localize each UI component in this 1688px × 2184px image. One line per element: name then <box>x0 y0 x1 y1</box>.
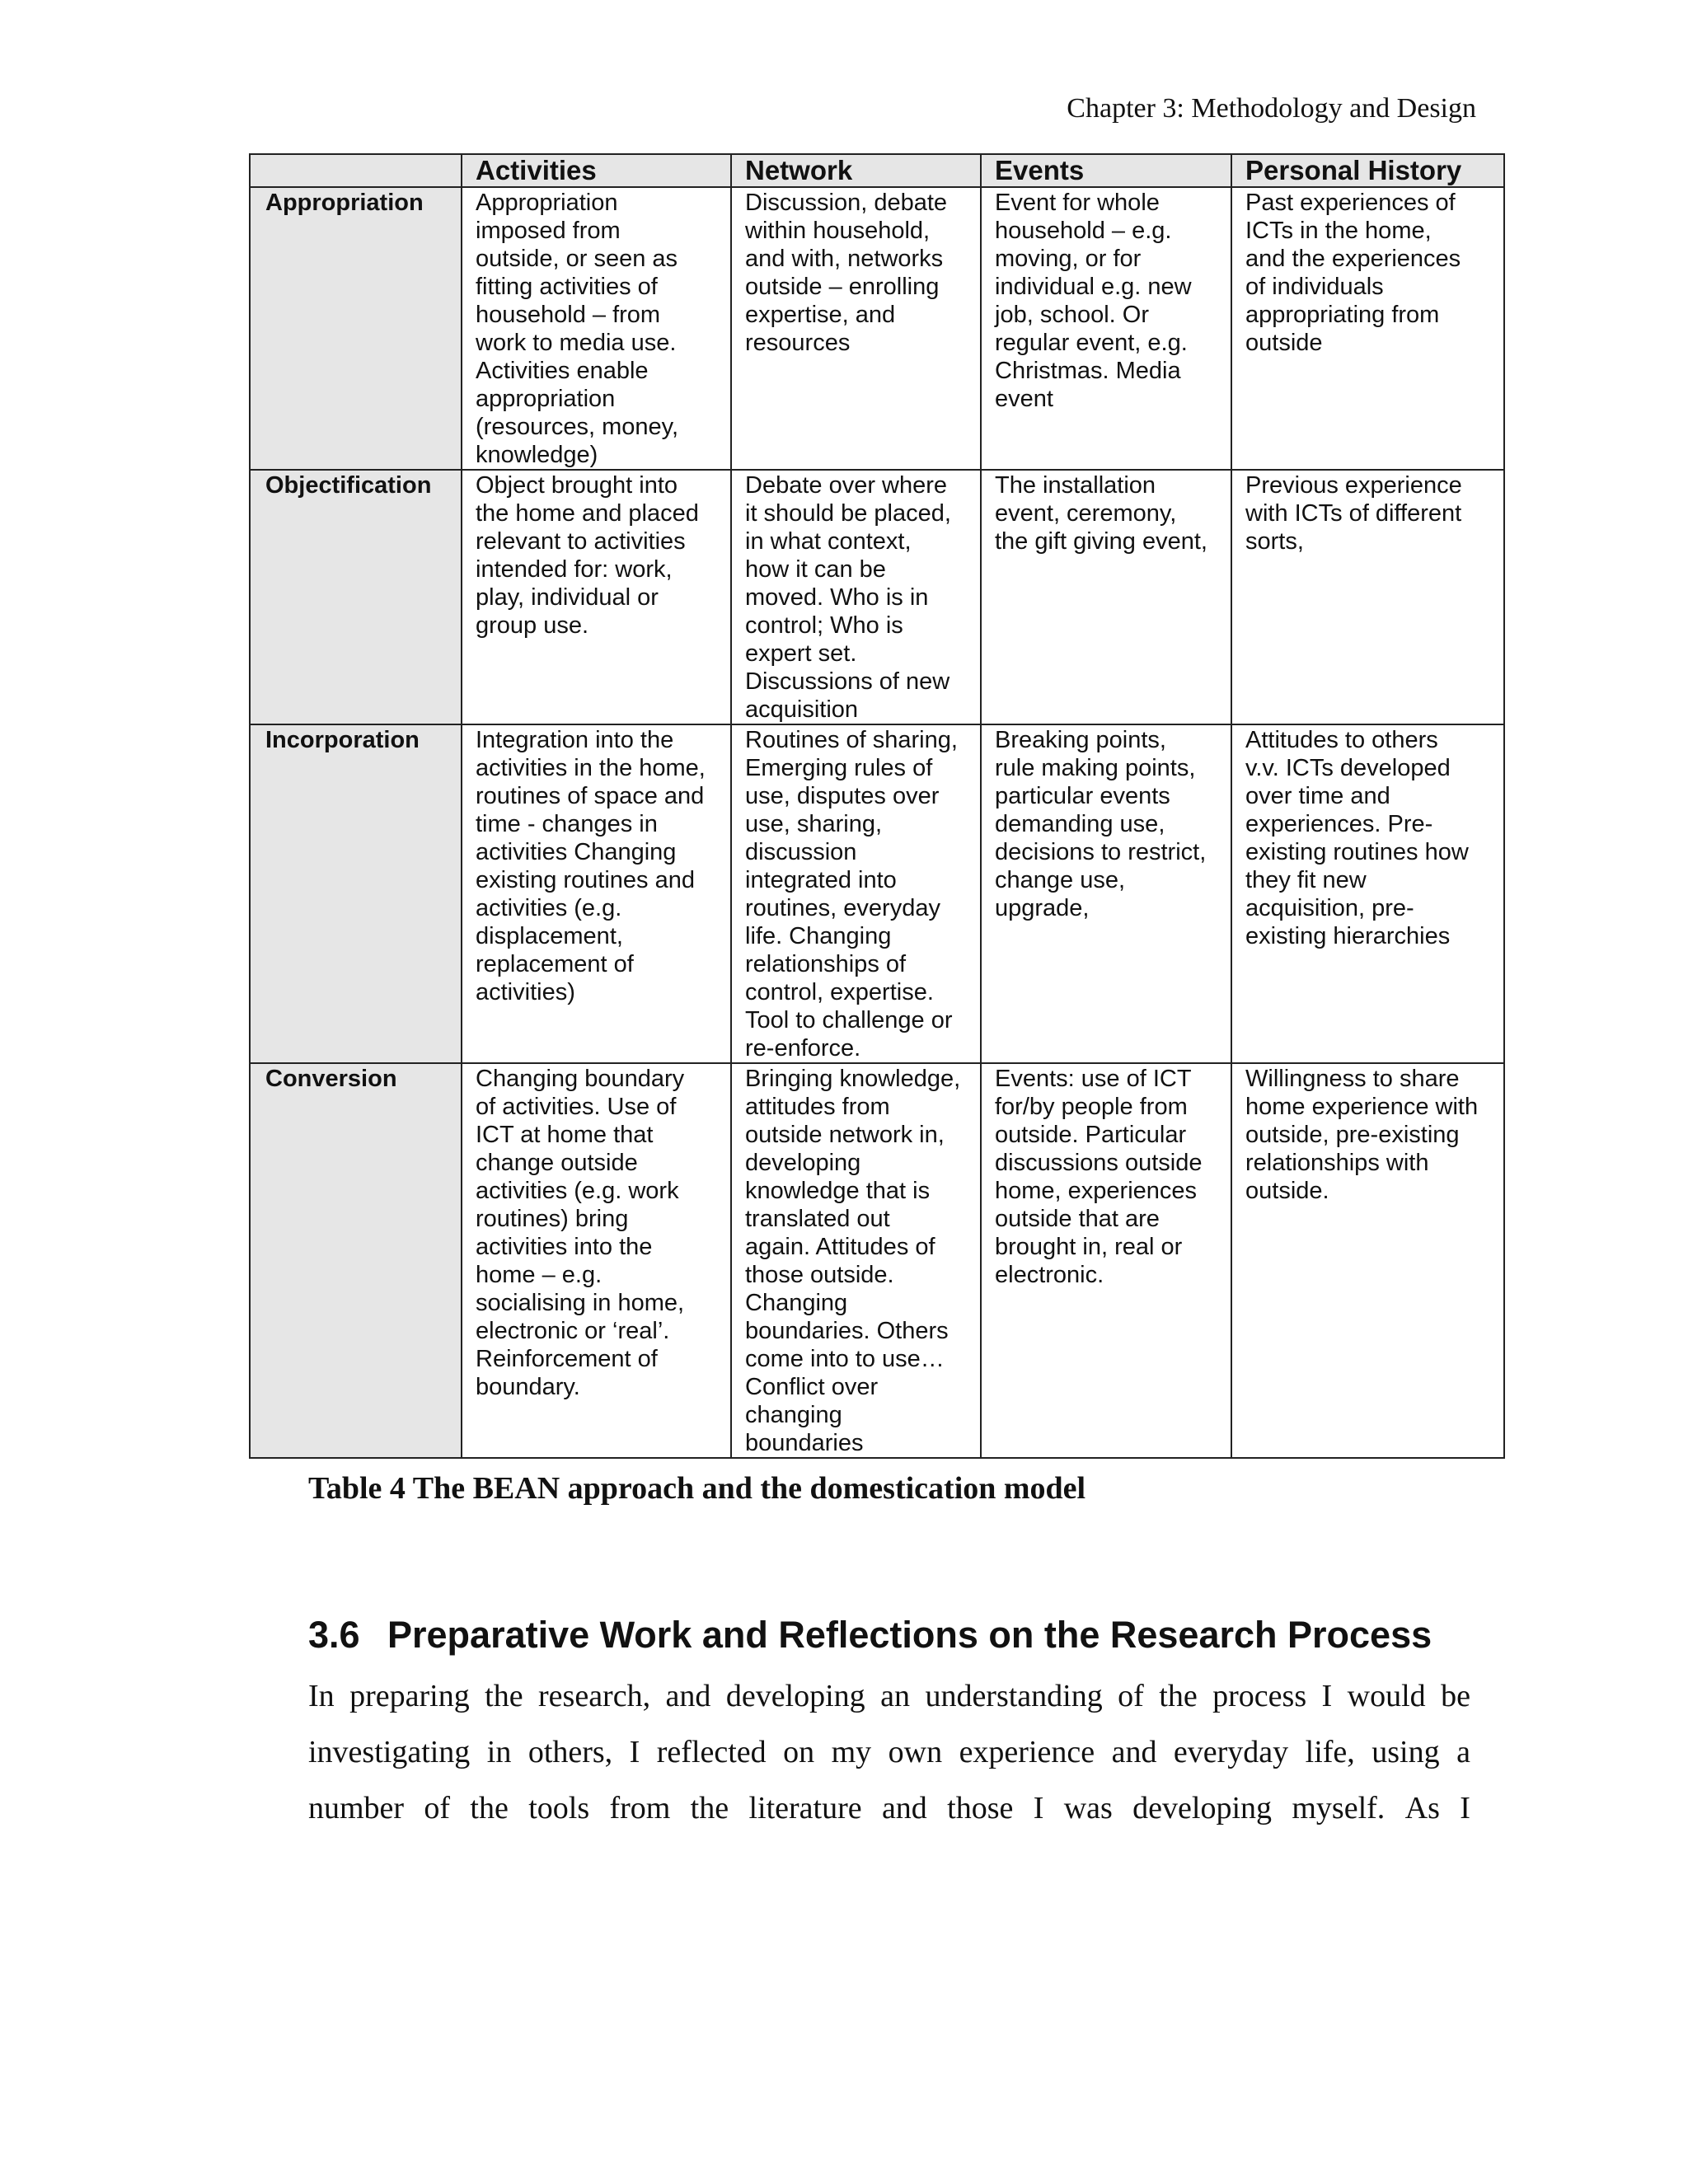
section-number: 3.6 <box>308 1614 360 1656</box>
word: I <box>1460 1791 1470 1825</box>
table-cell: Integration into the activities in the home, routines of space and time - changes in activities Changing existing routines and activities (e.g. displacement, replacement of activities) <box>462 724 731 1063</box>
word: from <box>609 1791 671 1825</box>
word: in <box>486 1735 512 1769</box>
word: research, <box>538 1679 651 1713</box>
table-row <box>250 1063 1504 1458</box>
word: would <box>1347 1679 1426 1713</box>
table-cell: Breaking points, rule making points, particular events demanding use, decisions to restrict, change use, upgrade, <box>981 724 1231 1063</box>
table-cell: Previous experience with ICTs of different sorts, <box>1231 470 1504 724</box>
word: own <box>888 1735 943 1769</box>
word: understanding <box>925 1679 1103 1713</box>
word: using <box>1372 1735 1440 1769</box>
word: life, <box>1305 1735 1355 1769</box>
word: developing <box>1132 1791 1273 1825</box>
table-row <box>250 470 1504 724</box>
word: a <box>1456 1735 1470 1769</box>
word: myself. <box>1292 1791 1386 1825</box>
table-caption: Table 4 The BEAN approach and the domestication model <box>308 1471 1086 1506</box>
word: literature <box>748 1791 862 1825</box>
row-header-incorporation: Incorporation <box>250 724 462 1063</box>
table-cell: Past experiences of ICTs in the home, and the experiences of individuals appropriating from outside <box>1231 187 1504 470</box>
table-cell: Discussion, debate within household, and with, networks outside – enrolling expertise, and resources <box>731 187 981 470</box>
paragraph-line <box>308 1790 1470 1846</box>
word: preparing <box>349 1679 470 1713</box>
word: others, <box>528 1735 613 1769</box>
body-paragraph <box>308 1678 1470 1846</box>
table-cell: Appropriation imposed from outside, or seen as fitting activities of household – from work to media use. Activities enable appropriation (resources, money, knowledge) <box>462 187 731 470</box>
word: and <box>881 1791 927 1825</box>
word: experience <box>959 1735 1095 1769</box>
table-cell: Event for whole household – e.g. moving, or for individual e.g. new job, school. Or regular event, e.g. Christmas. Media event <box>981 187 1231 470</box>
word: process <box>1212 1679 1307 1713</box>
table-cell: Object brought into the home and placed relevant to activities intended for: work, play, individual or group use. <box>462 470 731 724</box>
word: be <box>1441 1679 1470 1713</box>
table-cell: Debate over where it should be placed, in what context, how it can be moved. Who is in control; Who is expert set. Discussions of new acquisition <box>731 470 981 724</box>
column-header-events: Events <box>981 154 1231 187</box>
paragraph-line <box>308 1678 1470 1734</box>
table-cell: Routines of sharing, Emerging rules of use, disputes over use, sharing, discussion integrated into routines, everyday life. Changing relationships of control, expertise. Tool to challenge or re-enforce. <box>731 724 981 1063</box>
table-cell: The installation event, ceremony, the gift giving event, <box>981 470 1231 724</box>
row-header-conversion: Conversion <box>250 1063 462 1458</box>
word: and <box>1111 1735 1157 1769</box>
word: number <box>308 1791 405 1825</box>
word: I <box>1033 1791 1044 1825</box>
word: As <box>1404 1791 1440 1825</box>
paragraph-line <box>308 1734 1470 1790</box>
word: investigating <box>308 1735 471 1769</box>
word: of <box>424 1791 451 1825</box>
table-cell: Bringing knowledge, attitudes from outside network in, developing knowledge that is translated out again. Attitudes of those outside. Changing boundaries. Others come into to use… Conflict over changing boundaries <box>731 1063 981 1458</box>
word: everyday <box>1173 1735 1289 1769</box>
word: the <box>690 1791 729 1825</box>
column-header-activities: Activities <box>462 154 731 187</box>
table-cell: Changing boundary of activities. Use of ICT at home that change outside activities (e.g. work routines) bring activities into the home – e.g. socialising in home, electronic or ‘real’. Reinforcement of boundary. <box>462 1063 731 1458</box>
word: I <box>629 1735 640 1769</box>
word: the <box>470 1791 509 1825</box>
table-cell: Events: use of ICT for/by people from outside. Particular discussions outside home, experiences outside that are brought in, real or electronic. <box>981 1063 1231 1458</box>
word: was <box>1063 1791 1113 1825</box>
bean-domestication-table <box>249 153 1505 1459</box>
table-cell: Willingness to share home experience with outside, pre-existing relationships with outside. <box>1231 1063 1504 1458</box>
word: and <box>665 1679 711 1713</box>
word: developing <box>725 1679 865 1713</box>
word: those <box>947 1791 1014 1825</box>
row-header-appropriation: Appropriation <box>250 187 462 470</box>
table-row <box>250 724 1504 1063</box>
section-title: Preparative Work and Reflections on the Research Process <box>387 1614 1432 1656</box>
column-header-corner <box>250 154 462 187</box>
table-header-row <box>250 154 1504 187</box>
word: the <box>485 1679 523 1713</box>
column-header-personal-history: Personal History <box>1231 154 1504 187</box>
word: In <box>308 1679 335 1713</box>
row-header-objectification: Objectification <box>250 470 462 724</box>
table-row <box>250 187 1504 470</box>
table-cell: Attitudes to others v.v. ICTs developed over time and experiences. Pre- existing routines how they fit new acquisition, pre- existing hierarchies <box>1231 724 1504 1063</box>
word: of <box>1118 1679 1144 1713</box>
word: the <box>1159 1679 1198 1713</box>
word: tools <box>528 1791 590 1825</box>
word: reflected <box>656 1735 767 1769</box>
word: I <box>1321 1679 1333 1713</box>
word: my <box>831 1735 872 1769</box>
section-heading <box>308 1614 1432 1657</box>
word: on <box>783 1735 815 1769</box>
word: an <box>880 1679 910 1713</box>
column-header-network: Network <box>731 154 981 187</box>
running-header: Chapter 3: Methodology and Design <box>1067 93 1476 124</box>
